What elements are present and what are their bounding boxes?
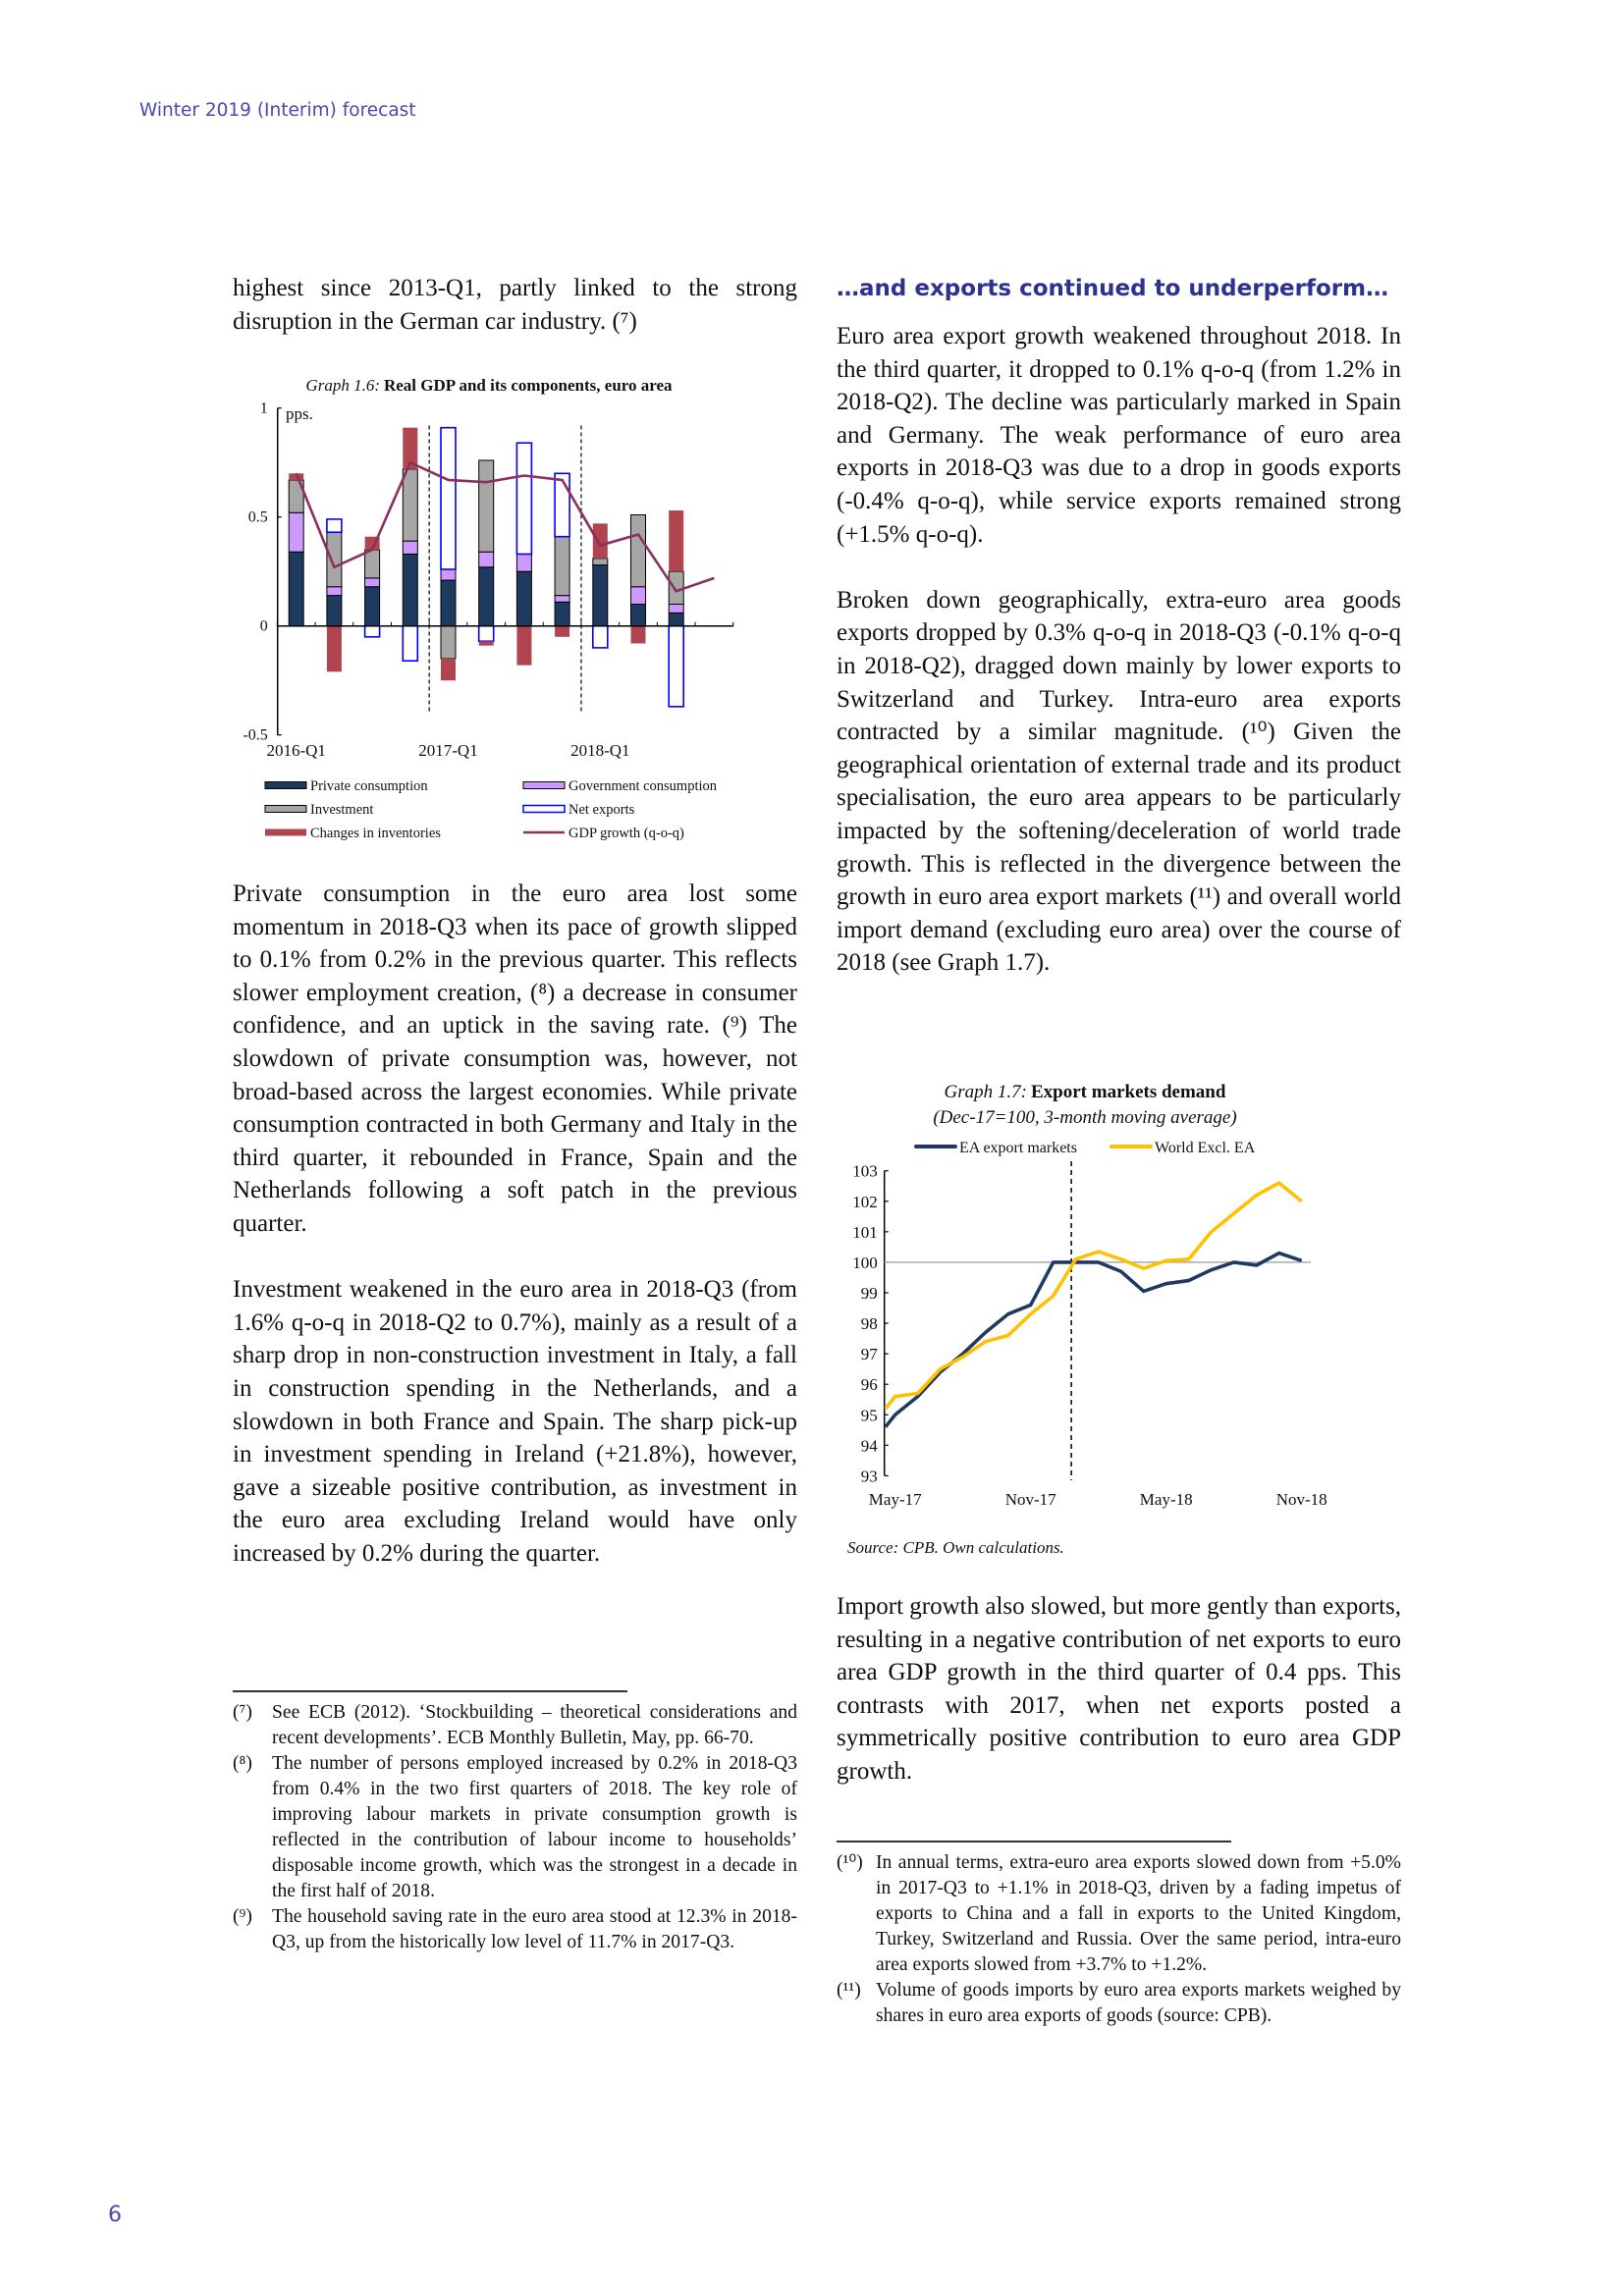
paragraph-private-consumption: Private consumption in the euro area lost some momentum in 2018-Q3 when its pace of growth slipped to 0.1% from 0.2% in the previous quarter. This reflects slower employment creation, (⁸) a decrease in consumer confidence, and an uptick in the saving rate. (⁹) The slowdown of private consumption was, however, not broad-based across the largest economies. While private consumption contracted in both Germany and Italy in the third quarter, it rebounded in France, Spain and the Netherlands following a soft patch in the previous quarter. — [233, 881, 797, 1237]
y-tick-label: 103 — [852, 1161, 878, 1181]
footnote-text: In annual terms, extra-euro area exports slowed down from +5.0% in 2017-Q3 to +1.1% in 2018-Q3, driven by a fading impetus of exports to China and a fall in exports to the United Kingdom, Turkey, Switzerland and Russia. Over the same period, intra-euro area exports slowed from +3.7% to +1.2%. — [876, 1852, 1401, 1975]
y-tick-label: 93 — [860, 1467, 878, 1486]
bar-private-consumption — [441, 580, 456, 626]
bar-changes-in-inventories — [516, 626, 531, 666]
y-tick-label: 100 — [852, 1253, 878, 1272]
legend-label: Private consumption — [310, 778, 428, 794]
legend-swatch-net-exports — [523, 806, 565, 813]
legend-swatch-government-consumption — [523, 782, 565, 789]
bar-changes-in-inventories — [327, 626, 342, 672]
bar-net-exports — [555, 473, 569, 536]
bar-private-consumption — [669, 613, 683, 625]
legend-label: GDP growth (q-o-q) — [568, 826, 684, 841]
bar-government-consumption — [441, 569, 456, 580]
bar-private-consumption — [516, 571, 531, 626]
x-tick-label: Nov-17 — [1004, 1490, 1056, 1509]
chart-title-prefix: Graph 1.6: — [305, 376, 380, 395]
y-tick-label: 99 — [860, 1283, 878, 1303]
chart-subtitle: (Dec-17=100, 3-month moving average) — [933, 1107, 1237, 1128]
graph-1-7 — [847, 1082, 1327, 1557]
bar-government-consumption — [403, 541, 417, 554]
graph-1-6 — [243, 376, 733, 841]
bar-government-consumption — [479, 552, 494, 567]
bar-investment — [479, 460, 494, 552]
y-tick-label: 98 — [860, 1314, 878, 1334]
bar-private-consumption — [479, 567, 494, 626]
bar-investment — [365, 550, 380, 578]
legend-swatch-changes-in-inventories — [265, 829, 306, 836]
x-tick-label: 2018-Q1 — [570, 741, 630, 760]
footnote-number: (⁸) — [233, 1753, 252, 1774]
bar-net-exports — [327, 519, 342, 532]
bar-government-consumption — [327, 587, 342, 596]
bar-government-consumption — [555, 596, 569, 603]
paragraph-continued: highest since 2013-Q1, partly linked to the strong disruption in the German car industry. (⁷) — [233, 275, 797, 335]
y-tick-label: 95 — [860, 1406, 878, 1425]
x-tick-label: 2016-Q1 — [266, 741, 326, 760]
bar-investment — [555, 537, 569, 596]
bar-investment — [593, 559, 608, 565]
y-tick-label: 96 — [860, 1375, 878, 1395]
y-tick-label: 97 — [860, 1345, 878, 1364]
legend-label: Investment — [310, 802, 374, 818]
bar-government-consumption — [289, 512, 303, 552]
chart-title-text: Real GDP and its components, euro area — [383, 376, 673, 395]
footnote-number: (¹¹) — [837, 1980, 861, 2001]
paragraph-investment: Investment weakened in the euro area in 2018-Q3 (from 1.6% q-o-q in 2018-Q2 to 0.7%), mainly as a result of a sharp drop in non-construction investment in Italy, a fall in construction spending in the Netherlands, and a slowdown in both France and Spain. The sharp pick-up in investment spending in Ireland (+21.8%), however, gave a sizeable positive contribution, as investment in the euro area excluding Ireland would have only increased by 0.2% during the quarter. — [233, 1276, 797, 1567]
bar-government-consumption — [631, 587, 646, 605]
bar-private-consumption — [365, 587, 380, 626]
legend-label: Changes in inventories — [310, 826, 441, 841]
bar-net-exports — [593, 626, 608, 648]
bar-investment — [669, 571, 683, 604]
bar-net-exports — [365, 626, 380, 637]
footnote-text: Volume of goods imports by euro area exports markets weighed by shares in euro area exports of goods (source: CPB). — [876, 1980, 1401, 2026]
footnote-text: See ECB (2012). ‘Stockbuilding – theoretical considerations and recent developments’. ECB Monthly Bulletin, May, pp. 66-70. — [272, 1702, 797, 1748]
y-tick-label: 1 — [259, 400, 268, 417]
footnote-number: (⁹) — [233, 1906, 252, 1927]
chart-title — [945, 1082, 1226, 1102]
bar-government-consumption — [669, 605, 683, 614]
paragraph-geographic: Broken down geographically, extra-euro area goods exports dropped by 0.3% q-o-q in 2018-Q3 (-0.1% q-o-q in 2018-Q2), dragged down mainly by lower exports to Switzerland and Turkey. Intra-euro area exports contracted by a similar magnitude. (¹⁰) Given the geographical orientation of external trade and its product specialisation, the euro area appears to be particularly impacted by the softening/deceleration of world trade growth. This is reflected in the divergence between the growth in euro area export markets (¹¹) and overall world import demand (excluding euro area) over the course of 2018 (see Graph 1.7). — [837, 586, 1401, 977]
bar-private-consumption — [403, 554, 417, 625]
footnote-text: The household saving rate in the euro area stood at 12.3% in 2018-Q3, up from the historically low level of 11.7% in 2017-Q3. — [272, 1906, 797, 1952]
bar-changes-in-inventories — [555, 626, 569, 637]
x-tick-label: May-18 — [1139, 1490, 1193, 1509]
bar-net-exports — [403, 626, 417, 662]
bar-changes-in-inventories — [631, 626, 646, 644]
bar-net-exports — [479, 626, 494, 642]
chart-title — [305, 376, 673, 395]
paragraph-imports: Import growth also slowed, but more gently than exports, resulting in a negative contribution of net exports to euro area GDP growth in the third quarter of 0.4 pps. This contrasts with 2017, when net exports posted a symmetrically positive contribution to euro area GDP growth. — [837, 1593, 1401, 1785]
gdp-growth-line — [297, 462, 715, 591]
bar-net-exports — [669, 626, 683, 707]
legend-swatch-private-consumption — [265, 782, 306, 789]
y-tick-label: 101 — [852, 1222, 878, 1242]
bar-investment — [327, 532, 342, 587]
line-ea-export-markets — [886, 1254, 1302, 1427]
paragraph-export-growth: Euro area export growth weakened throughout 2018. In the third quarter, it dropped to 0.1% q-o-q (from 1.2% in 2018-Q2). The decline was particularly marked in Spain and Germany. The weak performance of euro area exports in 2018-Q3 was due to a drop in goods exports (-0.4% q-o-q), while service exports remained strong (+1.5% q-o-q). — [837, 323, 1401, 548]
bar-changes-in-inventories — [669, 510, 683, 571]
legend-label: World Excl. EA — [1155, 1140, 1256, 1156]
legend-label: EA export markets — [959, 1140, 1077, 1156]
chart-source: Source: CPB. Own calculations. — [847, 1538, 1064, 1557]
bar-net-exports — [516, 443, 531, 554]
y-axis-unit: pps. — [286, 404, 313, 423]
x-tick-label: 2017-Q1 — [418, 741, 478, 760]
chart-title-prefix: Graph 1.7: — [944, 1082, 1027, 1102]
bar-private-consumption — [555, 602, 569, 625]
bar-private-consumption — [327, 596, 342, 626]
page-number: 6 — [108, 2203, 122, 2227]
line-world-excl-ea — [886, 1183, 1302, 1409]
section-heading: …and exports continued to underperform… — [837, 276, 1389, 301]
bar-government-consumption — [516, 554, 531, 571]
bar-private-consumption — [631, 605, 646, 626]
y-tick-label: 102 — [852, 1192, 878, 1211]
bar-private-consumption — [593, 565, 608, 626]
y-tick-label: 0.5 — [247, 508, 268, 526]
y-tick-label: 94 — [860, 1436, 878, 1456]
footnote-number: (⁷) — [233, 1702, 252, 1723]
bar-private-consumption — [289, 552, 303, 625]
bar-government-consumption — [365, 578, 380, 587]
x-tick-label: Nov-18 — [1275, 1490, 1327, 1509]
legend-label: Government consumption — [568, 778, 718, 794]
footnote-number: (¹⁰) — [837, 1852, 863, 1873]
running-header: Winter 2019 (Interim) forecast — [139, 100, 416, 121]
legend-swatch-investment — [265, 806, 306, 813]
bar-net-exports — [441, 428, 456, 569]
bar-changes-in-inventories — [479, 641, 494, 645]
bar-investment — [403, 469, 417, 541]
y-tick-label: -0.5 — [243, 726, 268, 744]
bar-investment — [441, 626, 456, 659]
x-tick-label: May-17 — [868, 1490, 922, 1509]
bar-investment — [631, 514, 646, 586]
bar-changes-in-inventories — [593, 523, 608, 559]
legend-label: Net exports — [568, 802, 635, 818]
footnote-text: The number of persons employed increased by 0.2% in 2018-Q3 from 0.4% in the two first quarters of 2018. The key role of improving labour markets in private consumption growth is reflected in the contribution of labour income to households’ disposable income growth, which was the strongest in a decade in the first half of 2018. — [272, 1753, 797, 1901]
y-tick-label: 0 — [259, 617, 268, 635]
chart-title-text: Export markets demand — [1031, 1082, 1226, 1102]
bar-changes-in-inventories — [441, 659, 456, 680]
